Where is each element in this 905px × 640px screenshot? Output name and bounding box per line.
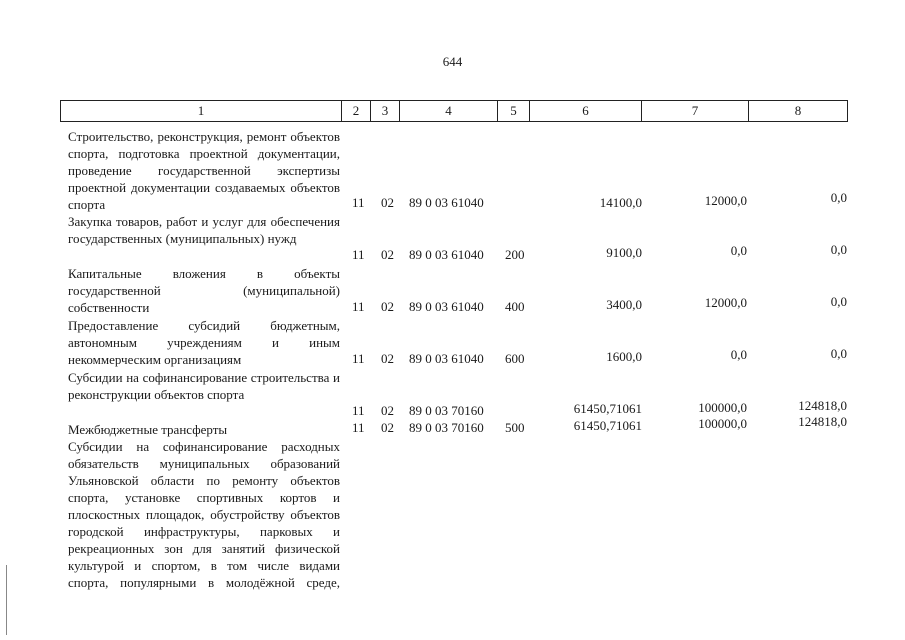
- row-description: Закупка товаров, работ и услуг для обеспечения государственных (муниципальных) нужд: [68, 214, 340, 246]
- cell-subsection: 02: [381, 299, 394, 314]
- cell-target-article: 89 0 03 70160: [409, 403, 484, 418]
- row-description: Капитальные вложения в объекты государственной (муниципальной) собственности: [68, 266, 340, 315]
- cell-col-7: 12000,0: [704, 295, 747, 310]
- cell-expense-type: 400: [505, 299, 525, 314]
- page-number: 644: [442, 54, 463, 69]
- row-description: Межбюджетные трансферты: [68, 422, 228, 437]
- cell-section: 11: [352, 247, 365, 262]
- cell-subsection: 02: [381, 247, 394, 262]
- cell-col-8: 0,0: [830, 346, 847, 361]
- cell-col-8: 0,0: [830, 294, 847, 309]
- cell-col-7: 0,0: [730, 243, 747, 258]
- header-col-3: 3: [371, 101, 400, 121]
- cell-subsection: 02: [381, 403, 394, 418]
- header-col-2: 2: [342, 101, 371, 121]
- cell-target-article: 89 0 03 61040: [409, 299, 484, 314]
- cell-col-7: 0,0: [730, 347, 747, 362]
- cell-subsection: 02: [381, 195, 394, 210]
- cell-target-article: 89 0 03 70160: [409, 420, 484, 435]
- cell-col-8: 0,0: [830, 190, 847, 205]
- cell-section: 11: [352, 403, 365, 418]
- header-col-4: 4: [400, 101, 498, 121]
- cell-expense-type: 200: [505, 247, 525, 262]
- cell-col-6: 61450,71061: [573, 401, 642, 416]
- cell-target-article: 89 0 03 61040: [409, 195, 484, 210]
- cell-col-7: 12000,0: [704, 193, 747, 208]
- header-col-8: 8: [794, 103, 802, 118]
- cell-section: 11: [352, 299, 365, 314]
- cell-expense-type: 600: [505, 351, 525, 366]
- header-col-1: 1: [61, 101, 342, 121]
- cell-col-7: 100000,0: [698, 416, 747, 431]
- row-description: Строительство, реконструкция, ремонт объектов спорта, подготовка проектной документации, проведение государственной экспертизы проектной документации создаваемых объектов спорта: [68, 129, 340, 212]
- cell-expense-type: 500: [505, 420, 525, 435]
- cell-target-article: 89 0 03 61040: [409, 247, 484, 262]
- header-col-6: 6: [530, 101, 642, 121]
- scan-edge-mark: [6, 565, 7, 635]
- cell-col-7: 100000,0: [698, 400, 747, 415]
- cell-col-8: 124818,0: [798, 414, 847, 429]
- cell-subsection: 02: [381, 351, 394, 366]
- row-description: Субсидии на софинансирование строительства и реконструкции объектов спорта: [68, 370, 340, 402]
- cell-section: 11: [352, 195, 365, 210]
- cell-section: 11: [352, 351, 365, 366]
- cell-col-6: 9100,0: [606, 245, 642, 260]
- cell-col-6: 1600,0: [606, 349, 642, 364]
- header-col-7: 7: [642, 101, 749, 121]
- row-description: Предоставление субсидий бюджетным, автономным учреждениям и иным некоммерческим организациям: [68, 318, 340, 367]
- cell-col-8: 124818,0: [798, 398, 847, 413]
- cell-col-6: 14100,0: [599, 195, 642, 210]
- cell-col-6: 3400,0: [606, 297, 642, 312]
- cell-col-6: 61450,71061: [573, 418, 642, 433]
- cell-subsection: 02: [381, 420, 394, 435]
- table-header-row: [60, 100, 848, 122]
- cell-section: 11: [352, 420, 365, 435]
- row-description: Субсидии на софинансирование расходных обязательств муниципальных образований Ульяновской области по ремонту объектов спорта, установке спортивных кортов и плоскостных площадок, обустройству объектов городской инфраструктуры, парковых и рекреационных зон для занятий физической культурой и спортом, в том числе видами спорта, популярными в молодёжной среде,: [68, 439, 340, 590]
- cell-target-article: 89 0 03 61040: [409, 351, 484, 366]
- cell-col-8: 0,0: [830, 242, 847, 257]
- header-col-5: 5: [498, 101, 530, 121]
